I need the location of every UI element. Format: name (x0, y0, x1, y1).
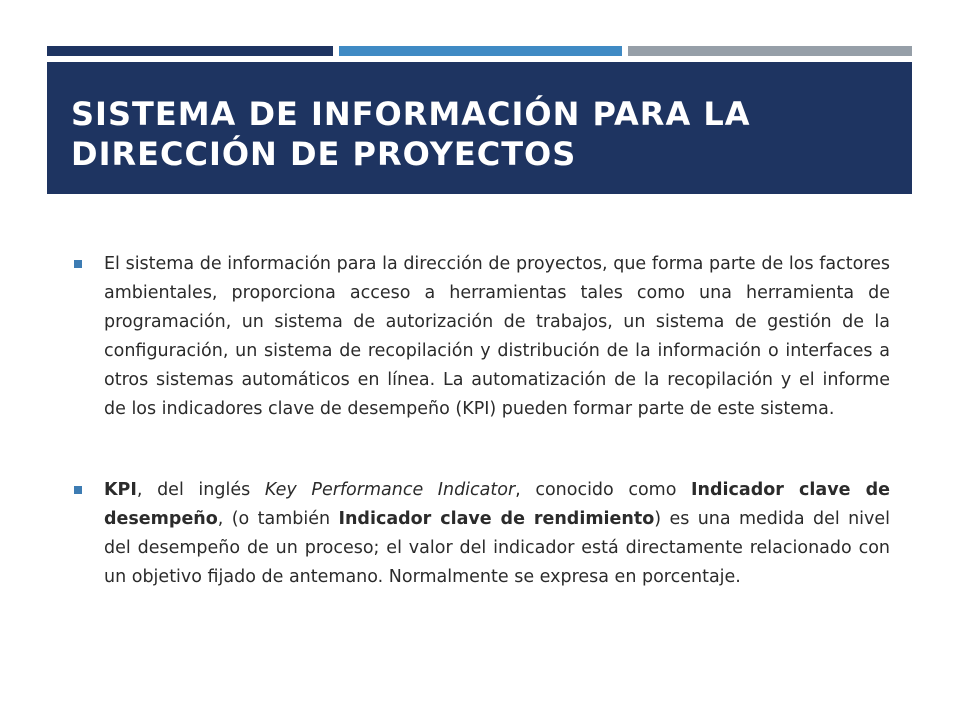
slide-title: SISTEMA DE INFORMACIÓN PARA LA DIRECCIÓN DE PROYECTOS (71, 95, 751, 173)
bullet-item (74, 250, 890, 424)
square-bullet-icon (74, 486, 82, 494)
spanish-term-rendimiento: Indicador clave de rendimiento (338, 509, 655, 529)
square-bullet-icon (74, 260, 82, 268)
text-segment: , conocido como (515, 480, 692, 500)
english-term: Key Performance Indicator (264, 480, 516, 500)
kpi-term: KPI (104, 480, 137, 500)
accent-bar-dark-blue (47, 46, 333, 56)
text-segment: , del inglés (136, 480, 265, 500)
title-band (47, 62, 912, 194)
content-area (74, 250, 890, 592)
accent-bar-light-blue (339, 46, 622, 56)
accent-bar-gray (628, 46, 912, 56)
text-segment: ) es una medida del nivel del desempeño de un proceso; el valor del indicador está directamente relacionado con un objetivo fijado de antemano. Normalmente se expresa en porcentaje. (104, 509, 891, 587)
bullet-text (104, 480, 890, 587)
bullet-text: El sistema de información para la dirección de proyectos, que forma parte de los factores ambientales, proporciona acceso a herramientas tales como una herramienta de programación, un sistema de autorización de trabajos, un sistema de gestión de la configuración, un sistema de recopilación y distribución de la información o interfaces a otros sistemas automáticos en línea. La automatización de la recopilación y el informe de los indicadores clave de desempeño (KPI) pueden formar parte de este sistema. (104, 254, 890, 419)
spanish-term-desempeno: Indicador clave de desempeño (104, 480, 890, 529)
text-segment: , (o también (217, 509, 339, 529)
bullet-item (74, 476, 890, 592)
